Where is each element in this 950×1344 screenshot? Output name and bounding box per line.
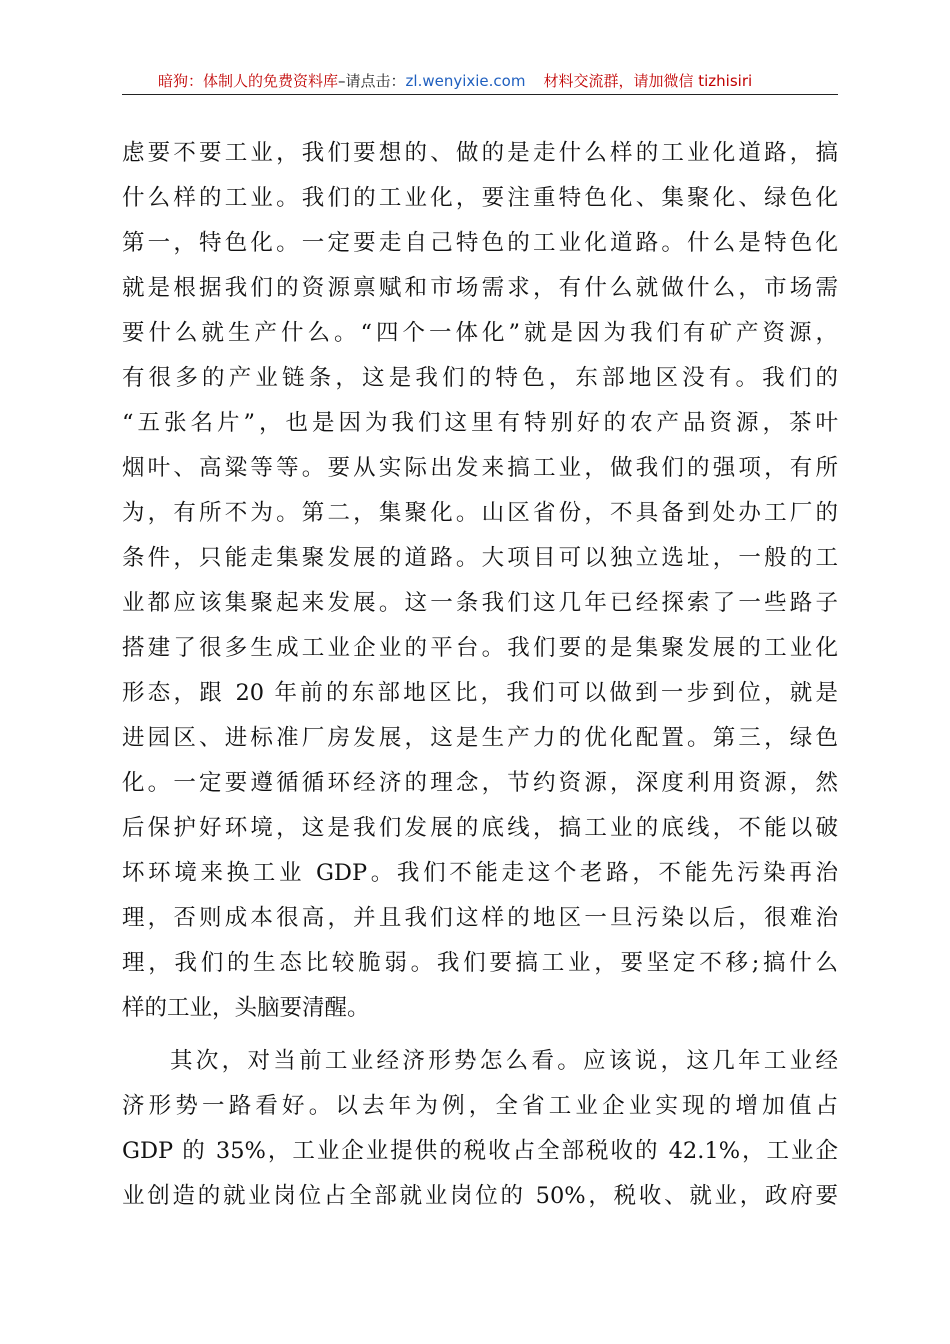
text-line: “五张名片”，也是因为我们这里有特别好的农产品资源，茶叶 [122, 410, 838, 436]
text-line: 为，有所不为。第二，集聚化。山区省份，不具备到处办工厂的 [122, 500, 838, 526]
text-line: 搭建了很多生成工业企业的平台。我们要的是集聚发展的工业化 [122, 635, 838, 661]
text-line: 有很多的产业链条，这是我们的特色，东部地区没有。我们的 [122, 365, 838, 391]
paragraph-2 [122, 1039, 838, 1219]
text-line: 烟叶、高粱等等。要从实际出发来搞工业，做我们的强项，有所 [122, 455, 838, 481]
text-line: 虑要不要工业，我们要想的、做的是走什么样的工业化道路，搞 [122, 140, 838, 166]
text-line: 样的工业，头脑要清醒。 [122, 995, 370, 1021]
header-brand: 暗狗：体制人的免费资料库 [158, 72, 339, 90]
text-line: 理，我们的生态比较脆弱。我们要搞工业，要坚定不移;搞什么 [122, 950, 838, 976]
text-line: 就是根据我们的资源禀赋和市场需求，有什么就做什么，市场需 [122, 275, 838, 301]
text-line: 业创造的就业岗位占全部就业岗位的 50%，税收、就业，政府要 [122, 1183, 838, 1209]
page-header [122, 70, 838, 95]
header-wechat-note: 材料交流群，请加微信 tizhisiri [543, 72, 753, 90]
paragraph-spacer [122, 1031, 838, 1039]
text-line: 业都应该集聚起来发展。这一条我们这几年已经探索了一些路子 [122, 590, 838, 616]
header-banner [158, 70, 752, 92]
text-line: 第一，特色化。一定要走自己特色的工业化道路。什么是特色化 [122, 230, 838, 256]
text-line: 要什么就生产什么。“四个一体化”就是因为我们有矿产资源， [122, 320, 838, 346]
text-line: 其次，对当前工业经济形势怎么看。应该说，这几年工业经 [170, 1048, 838, 1074]
text-line: 理，否则成本很高，并且我们这样的地区一旦污染以后，很难治 [122, 905, 838, 931]
text-line: 济形势一路看好。以去年为例，全省工业企业实现的增加值占 [122, 1093, 838, 1119]
header-click-prompt: –请点击： [338, 72, 406, 90]
text-line: 条件，只能走集聚发展的道路。大项目可以独立选址，一般的工 [122, 545, 838, 571]
document-body [122, 131, 838, 1219]
text-line: 进园区、进标准厂房发展，这是生产力的优化配置。第三，绿色 [122, 725, 838, 751]
text-line: GDP 的 35%，工业企业提供的税收占全部税收的 42.1%，工业企 [122, 1138, 838, 1164]
text-line: 后保护好环境，这是我们发展的底线，搞工业的底线，不能以破 [122, 815, 838, 841]
text-line: 化。一定要遵循循环经济的理念，节约资源，深度利用资源，然 [122, 770, 838, 796]
header-url-link[interactable]: zl.wenyixie.com [405, 72, 526, 90]
text-line: 什么样的工业。我们的工业化，要注重特色化、集聚化、绿色化 [122, 185, 838, 211]
text-line: 形态，跟 20 年前的东部地区比，我们可以做到一步到位，就是 [122, 680, 838, 706]
text-line: 坏环境来换工业 GDP。我们不能走这个老路，不能先污染再治 [122, 860, 838, 886]
paragraph-1 [122, 131, 838, 1031]
